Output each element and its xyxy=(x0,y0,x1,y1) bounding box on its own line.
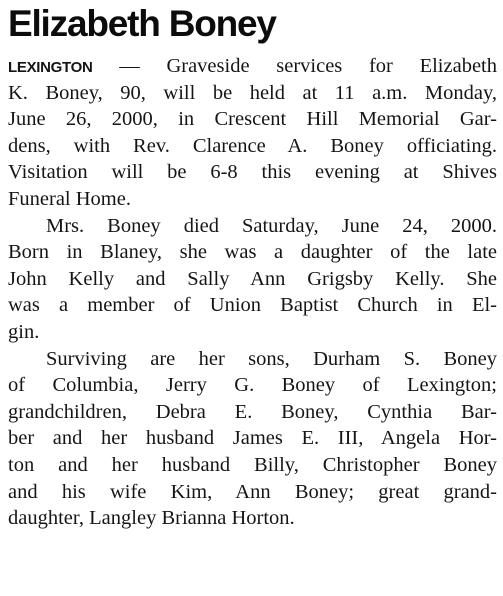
body-line: June 26, 2000, in Crescent Hill Memorial Gar- xyxy=(8,108,497,131)
body-line: ton and her husband Billy, Christopher Boney xyxy=(8,453,497,476)
body-line: Visitation will be 6-8 this evening at Shives xyxy=(8,161,497,184)
body-line: John Kelly and Sally Ann Grigsby Kelly. She xyxy=(8,267,497,290)
body-line xyxy=(8,53,497,80)
body-line-text: — Graveside services for Elizabeth xyxy=(92,55,497,77)
obituary-headline: Elizabeth Boney xyxy=(8,3,276,44)
body-line: Surviving are her sons, Durham S. Boney xyxy=(46,347,497,370)
body-line: ber and her husband James E. III, Angela Hor- xyxy=(8,427,497,450)
dateline: LEXINGTON xyxy=(8,59,93,76)
obituary-body xyxy=(8,53,497,532)
body-line: of Columbia, Jerry G. Boney of Lexington; xyxy=(8,374,497,397)
body-line: dens, with Rev. Clarence A. Boney officiating. xyxy=(8,134,497,157)
body-line: Mrs. Boney died Saturday, June 24, 2000. xyxy=(46,214,497,237)
body-line: Born in Blaney, she was a daughter of the late xyxy=(8,241,497,264)
body-line: was a member of Union Baptist Church in El- xyxy=(8,294,497,317)
body-line: gin. xyxy=(8,320,40,343)
body-line: Funeral Home. xyxy=(8,187,131,210)
body-line: K. Boney, 90, will be held at 11 a.m. Monday, xyxy=(8,81,497,104)
body-line: grandchildren, Debra E. Boney, Cynthia Bar- xyxy=(8,400,497,423)
body-line: daughter, Langley Brianna Horton. xyxy=(8,507,295,530)
body-line: and his wife Kim, Ann Boney; great grand- xyxy=(8,480,497,503)
